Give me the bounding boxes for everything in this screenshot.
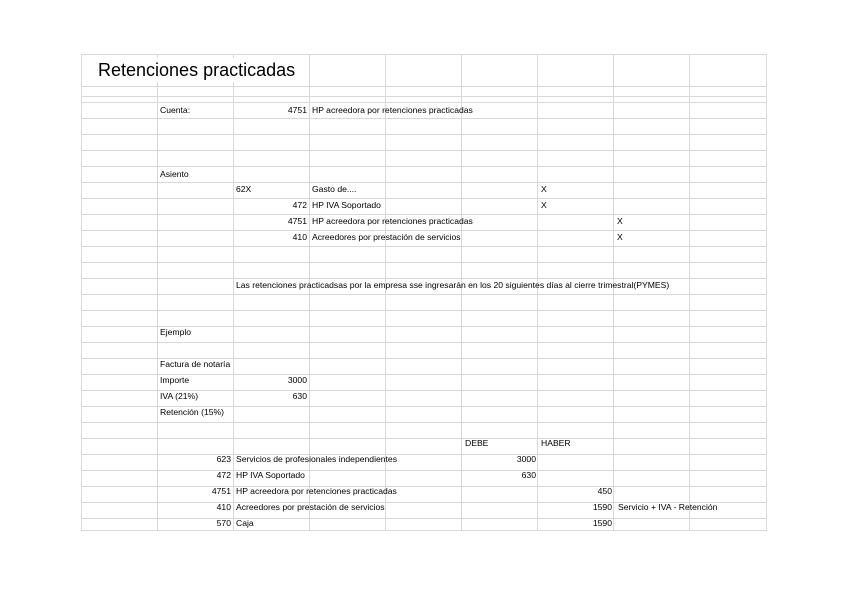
asiento-haber-mark: X — [617, 216, 623, 226]
asiento-desc: HP IVA Soportado — [312, 200, 381, 210]
grid-row-line — [81, 530, 767, 531]
journal-desc: HP IVA Soportado — [236, 470, 305, 480]
journal-code: 472 — [216, 470, 231, 480]
grid-row-line — [81, 422, 767, 423]
grid-column-line — [81, 54, 82, 531]
asiento-code: 62X — [236, 184, 252, 194]
journal-debe: 630 — [521, 470, 536, 480]
grid-row-line — [81, 166, 767, 167]
asiento-debe-mark: X — [541, 200, 547, 210]
ejemplo-label: Ejemplo — [160, 327, 192, 337]
journal-haber: 1590 — [592, 518, 612, 528]
journal-desc: Acreedores por prestación de servicios — [236, 502, 385, 512]
asiento-debe-mark: X — [541, 184, 547, 194]
page-title: Retenciones practicadas — [98, 58, 301, 82]
grid-row-line — [81, 310, 767, 311]
note-text: Las retenciones practicadsas por la empresa sse ingresarán en los 20 siguientes días al cierre trimestral(PYMES) — [236, 280, 670, 290]
grid-column-line — [766, 54, 767, 531]
journal-desc: Servicios de profesionales independientes — [236, 454, 397, 464]
grid-row-line — [81, 118, 767, 119]
grid-row-line — [81, 150, 767, 151]
journal-code: 570 — [216, 518, 231, 528]
ejemplo-item-label: Importe — [160, 375, 190, 385]
grid-column-line — [689, 54, 690, 531]
journal-debe: 3000 — [516, 454, 536, 464]
cuenta-name: HP acreedora por retenciones practicadas — [312, 105, 473, 115]
asiento-code: 4751 — [287, 216, 307, 226]
grid-row-line — [81, 182, 767, 183]
journal-code: 623 — [216, 454, 231, 464]
asiento-desc: Gasto de.... — [312, 184, 357, 194]
grid-row-line — [81, 198, 767, 199]
asiento-desc: Acreedores por prestación de servicios — [312, 232, 461, 242]
factura-label: Factura de notaría — [160, 359, 231, 369]
grid-row-line — [81, 86, 767, 87]
debe-header: DEBE — [465, 438, 489, 448]
asiento-label: Asiento — [160, 169, 189, 179]
asiento-code: 472 — [292, 200, 307, 210]
journal-code: 4751 — [211, 486, 231, 496]
grid-row-line — [81, 54, 767, 55]
journal-desc: HP acreedora por retenciones practicadas — [236, 486, 397, 496]
cuenta-number: 4751 — [287, 105, 307, 115]
grid-column-line — [233, 54, 234, 531]
journal-code: 410 — [216, 502, 231, 512]
journal-haber: 450 — [597, 486, 612, 496]
grid-column-line — [613, 54, 614, 531]
grid-row-line — [81, 246, 767, 247]
asiento-desc: HP acreedora por retenciones practicadas — [312, 216, 473, 226]
asiento-code: 410 — [292, 232, 307, 242]
journal-desc: Caja — [236, 518, 254, 528]
journal-note: Servicio + IVA - Retención — [618, 502, 718, 512]
grid-column-line — [537, 54, 538, 531]
grid-row-line — [81, 342, 767, 343]
ejemplo-item-value: 630 — [292, 391, 307, 401]
grid-row-line — [81, 134, 767, 135]
cuenta-label: Cuenta: — [160, 105, 191, 115]
ejemplo-item-label: IVA (21%) — [160, 391, 199, 401]
grid-row-line — [81, 294, 767, 295]
asiento-haber-mark: X — [617, 232, 623, 242]
ejemplo-item-value: 3000 — [287, 375, 307, 385]
journal-haber: 1590 — [592, 502, 612, 512]
grid-row-line — [81, 262, 767, 263]
haber-header: HABER — [541, 438, 571, 448]
ejemplo-item-label: Retención (15%) — [160, 407, 225, 417]
grid-row-line — [81, 102, 767, 103]
grid-row-line — [81, 96, 767, 97]
grid-row-line — [81, 438, 767, 439]
